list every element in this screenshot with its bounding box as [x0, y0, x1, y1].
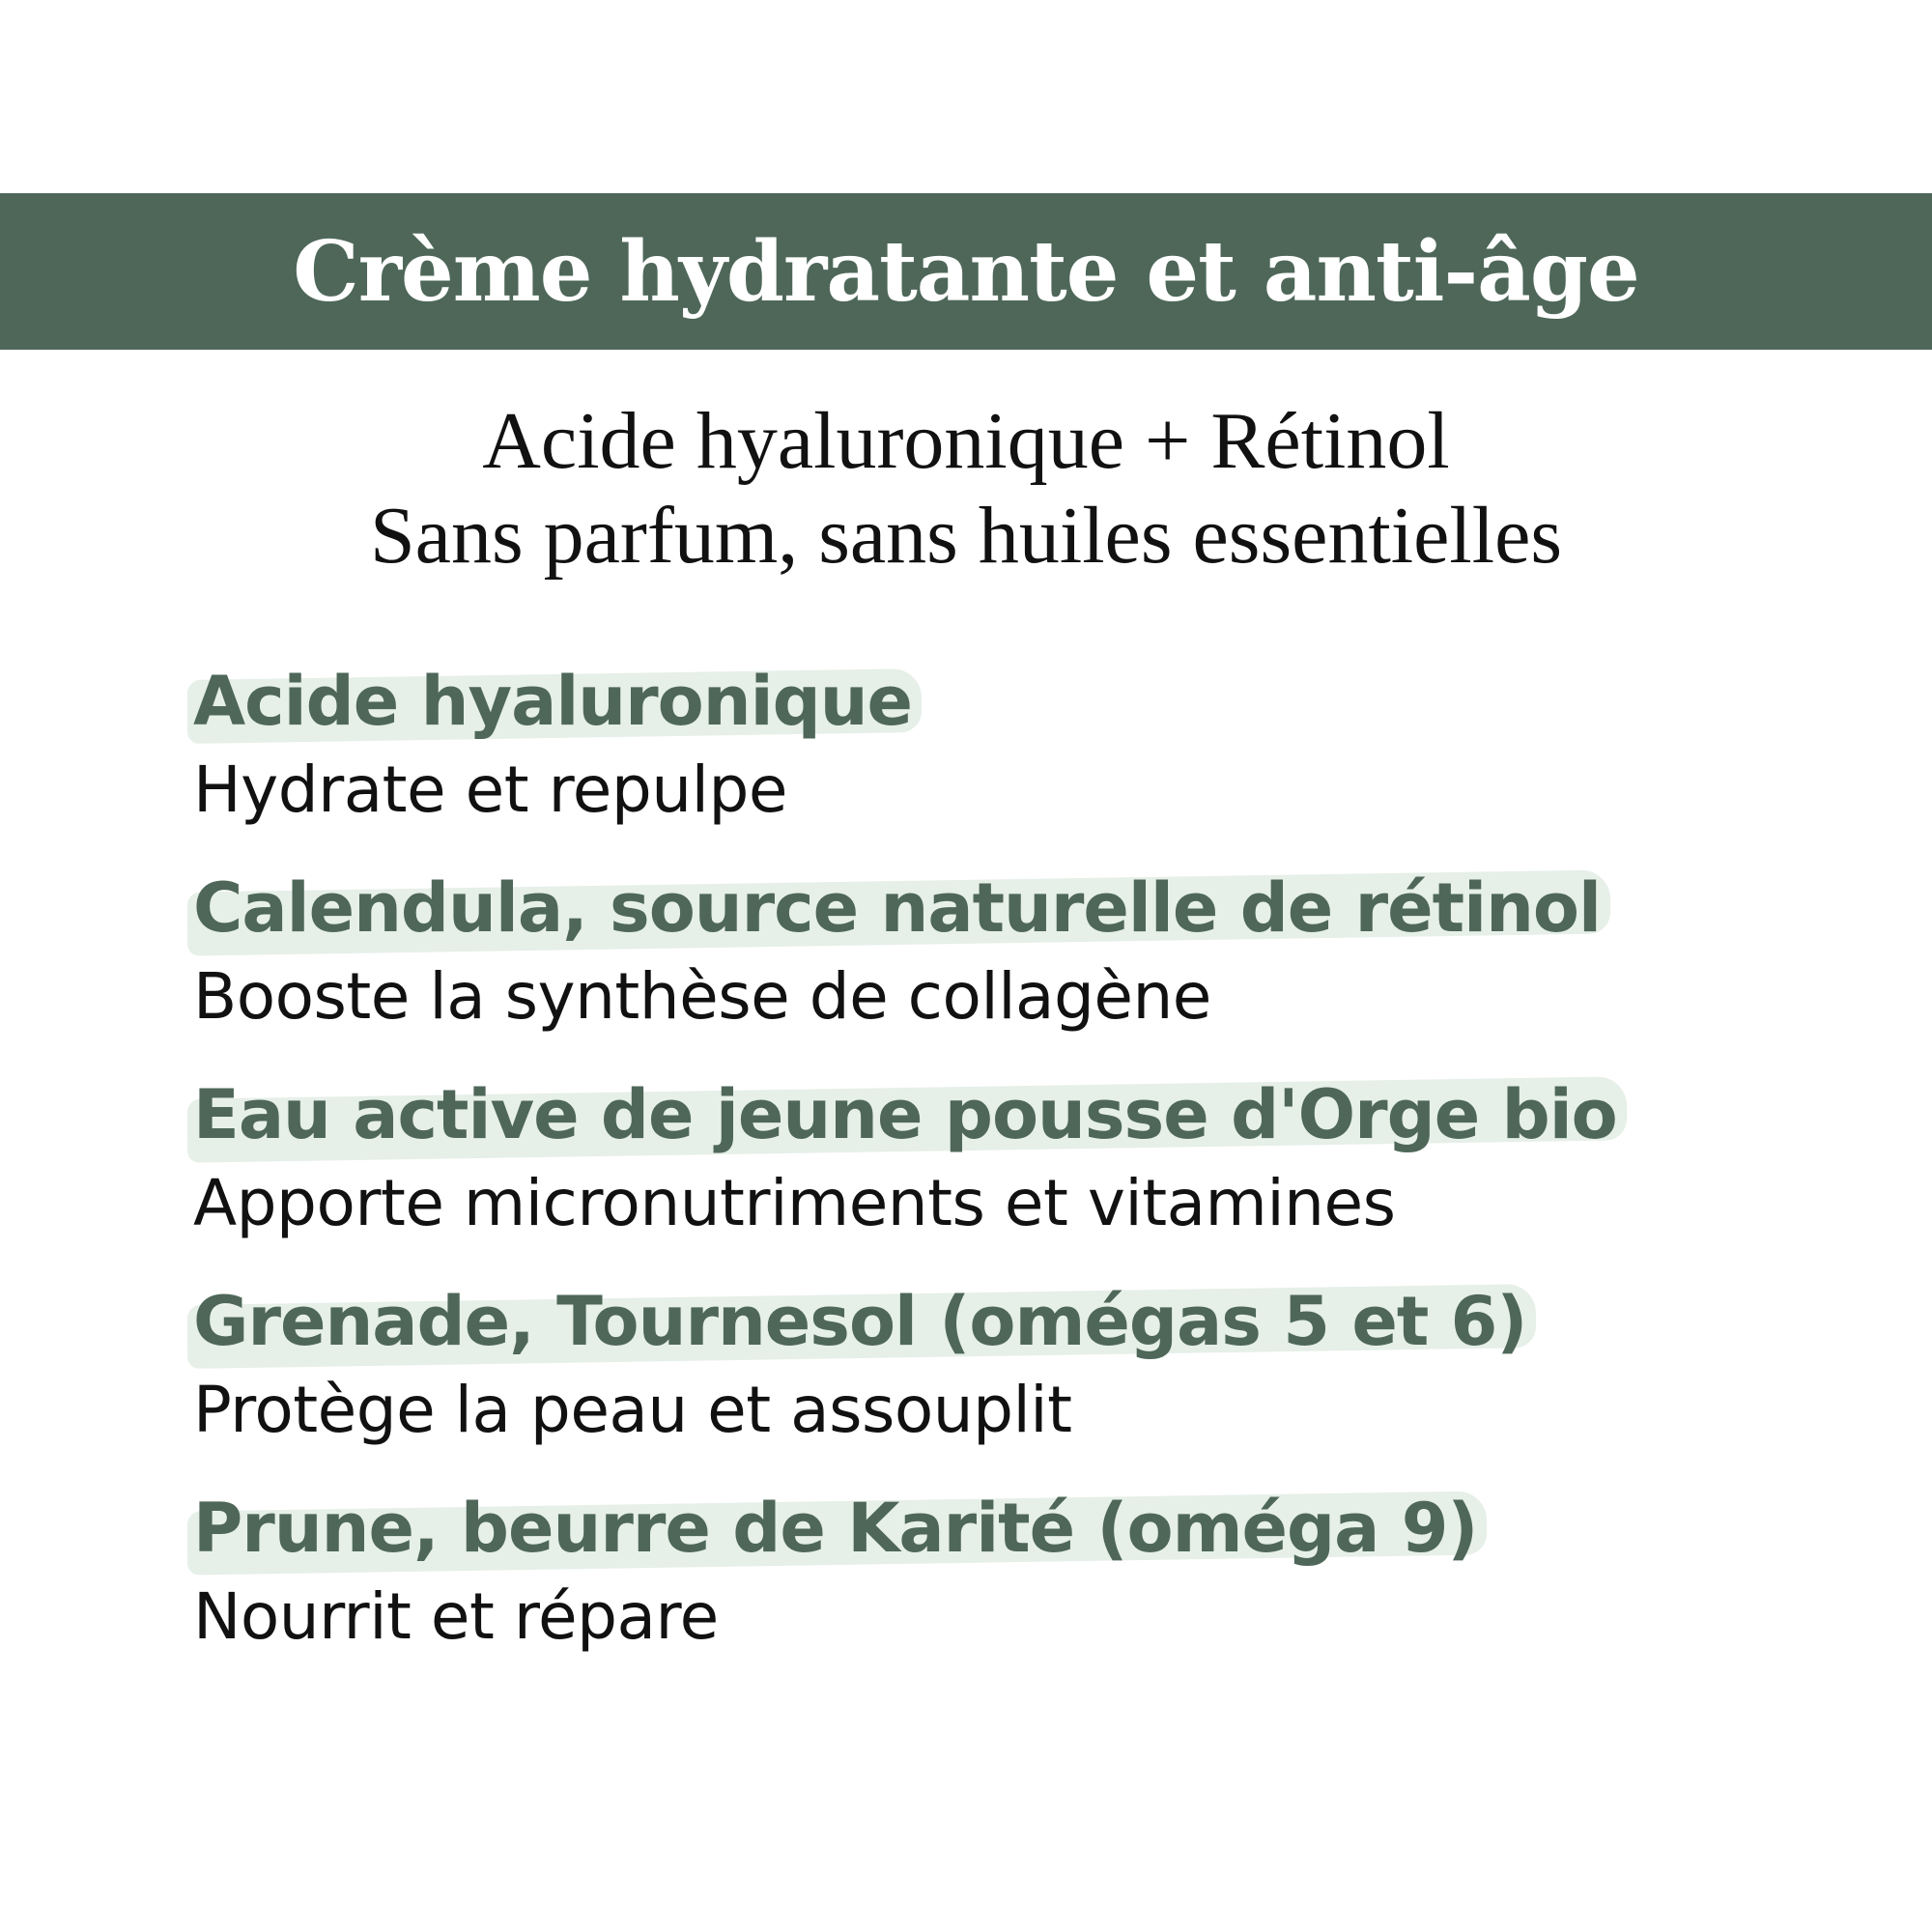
ingredient-name: Prune, beurre de Karité (oméga 9)	[193, 1484, 1477, 1573]
ingredient-item	[193, 1484, 1758, 1662]
title-banner	[0, 193, 1932, 350]
ingredient-description: Protège la peau et assouplit	[193, 1373, 1072, 1447]
ingredient-description: Apporte micronutriments et vitamines	[193, 1166, 1396, 1240]
subtitle-line-1: Acide hyaluronique + Rétinol	[482, 396, 1450, 486]
ingredient-name: Grenade, Tournesol (omégas 5 et 6)	[193, 1277, 1526, 1366]
ingredient-item	[193, 1070, 1758, 1248]
page-title: Crème hydratante et anti-âge	[293, 222, 1639, 321]
ingredient-item	[193, 864, 1758, 1041]
subtitle-line-2: Sans parfum, sans huiles essentielles	[369, 491, 1563, 581]
ingredient-name: Acide hyaluronique	[193, 657, 912, 746]
ingredient-item	[193, 1277, 1758, 1455]
ingredient-list	[193, 657, 1758, 1690]
ingredient-name: Eau active de jeune pousse d'Orge bio	[193, 1070, 1617, 1159]
ingredient-description: Booste la synthèse de collagène	[193, 959, 1211, 1034]
ingredient-description: Hydrate et repulpe	[193, 753, 787, 827]
ingredient-description: Nourrit et répare	[193, 1579, 719, 1654]
ingredient-name: Calendula, source naturelle de rétinol	[193, 864, 1601, 952]
subtitle	[0, 394, 1932, 583]
ingredient-item	[193, 657, 1758, 835]
